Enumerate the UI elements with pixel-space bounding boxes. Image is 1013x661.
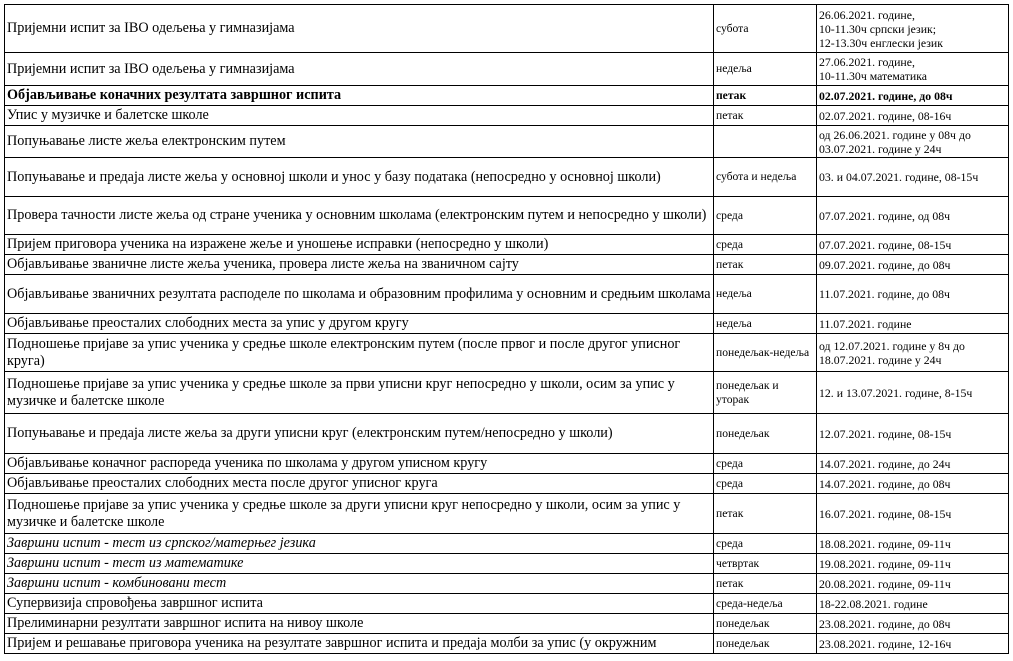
date-line: 18.07.2021. године у 24ч (819, 352, 942, 367)
date-cell: 18-22.08.2021. године (817, 594, 1009, 614)
date-line: 10-11.30ч математика (819, 69, 927, 83)
date-line: 10-11.30ч српски језик; (819, 21, 937, 36)
activity-cell: Попуњавање листе жеља електронским путем (5, 126, 714, 158)
table-row (5, 414, 1009, 454)
date-cell: 07.07.2021. године, 08-15ч (817, 235, 1009, 255)
activity-cell: Објављивање преосталих слободних места за упис у другом кругу (5, 314, 714, 334)
date-cell: 09.07.2021. године, до 08ч (817, 255, 1009, 275)
day-cell: четвртак (714, 554, 817, 574)
date-cell: 12. и 13.07.2021. године, 8-15ч (817, 372, 1009, 414)
activity-cell: Супервизија спровођења завршног испита (5, 594, 714, 614)
day-cell: петак (714, 86, 817, 106)
date-cell: 16.07.2021. године, 08-15ч (817, 494, 1009, 534)
activity-cell: Објављивање званичних резултата расподеле по школама и образовним профилима у основним и средњим школама (5, 275, 714, 314)
day-cell: недеља (714, 275, 817, 314)
day-cell: среда (714, 454, 817, 474)
activity-cell: Попуњавање и предаја листе жеља у основној школи и унос у базу података (непосредно у основној школи) (5, 158, 714, 197)
day-cell: петак (714, 106, 817, 126)
day-cell (714, 126, 817, 158)
activity-cell: Завршни испит - тест из математике (5, 554, 714, 574)
date-cell: 02.07.2021. године, до 08ч (817, 86, 1009, 106)
day-cell: петак (714, 494, 817, 534)
day-cell: субота (714, 5, 817, 53)
date-line: 27.06.2021. године, (819, 55, 915, 69)
table-row (5, 314, 1009, 334)
date-cell (817, 53, 1009, 86)
day-cell: понедељак (714, 414, 817, 454)
date-cell: 14.07.2021. године, до 24ч (817, 454, 1009, 474)
date-line: 12-13.30ч енглески језик (819, 35, 943, 50)
table-row (5, 158, 1009, 197)
table-row (5, 634, 1009, 654)
activity-cell: Подношење пријаве за упис ученика у средње школе за први уписни круг непосредно у школи, осим за упис у музичке и балетске школе (5, 372, 714, 414)
table-row (5, 554, 1009, 574)
activity-cell: Пријемни испит за IBO одељења у гимназијама (5, 5, 714, 53)
activity-cell: Завршни испит - комбиновани тест (5, 574, 714, 594)
date-cell (817, 334, 1009, 372)
date-cell: 18.08.2021. године, 09-11ч (817, 534, 1009, 554)
day-cell: среда (714, 235, 817, 255)
table-row (5, 255, 1009, 275)
day-cell: недеља (714, 53, 817, 86)
day-cell: понедељак (714, 634, 817, 654)
date-cell: 23.08.2021. године, до 08ч (817, 614, 1009, 634)
activity-cell: Подношење пријаве за упис ученика у средње школе за други уписни круг непосредно у школи, осим за упис у музичке и балетске школе (5, 494, 714, 534)
day-cell: среда (714, 474, 817, 494)
activity-cell: Објављивање коначног распореда ученика по школама у другом уписном кругу (5, 454, 714, 474)
date-cell: 19.08.2021. године, 09-11ч (817, 554, 1009, 574)
table-row (5, 614, 1009, 634)
day-cell: среда-недеља (714, 594, 817, 614)
day-cell: понедељак-недеља (714, 334, 817, 372)
activity-cell: Објављивање званичне листе жеља ученика, провера листе жеља на званичном сајту (5, 255, 714, 275)
activity-cell: Подношење пријаве за упис ученика у средње школе електронским путем (после првог и после другог уписног круга) (5, 334, 714, 372)
activity-cell: Пријем приговора ученика на изражене жеље и уношење исправки (непосредно у школи) (5, 235, 714, 255)
date-cell: 23.08.2021. године, 12-16ч (817, 634, 1009, 654)
table-row (5, 574, 1009, 594)
date-line: 03.07.2021. године у 24ч (819, 141, 942, 156)
date-cell: 03. и 04.07.2021. године, 08-15ч (817, 158, 1009, 197)
table-row (5, 197, 1009, 235)
table-row (5, 275, 1009, 314)
table-row (5, 5, 1009, 53)
table-row (5, 53, 1009, 86)
table-row (5, 474, 1009, 494)
date-cell (817, 5, 1009, 53)
table-row (5, 494, 1009, 534)
table-row (5, 126, 1009, 158)
date-cell: 11.07.2021. године (817, 314, 1009, 334)
table-row (5, 106, 1009, 126)
day-cell: петак (714, 574, 817, 594)
activity-cell: Завршни испит - тест из српског/матерњег језика (5, 534, 714, 554)
schedule-table (4, 4, 1009, 654)
activity-cell: Попуњавање и предаја листе жеља за други уписни круг (електронским путем/непосредно у школи) (5, 414, 714, 454)
day-cell: среда (714, 534, 817, 554)
table-row (5, 235, 1009, 255)
activity-cell: Објављивање коначних резултата завршног испита (5, 86, 714, 106)
table-row (5, 594, 1009, 614)
day-cell: среда (714, 197, 817, 235)
date-cell: 07.07.2021. године, од 08ч (817, 197, 1009, 235)
date-line: 26.06.2021. године, (819, 7, 915, 22)
table-row (5, 86, 1009, 106)
activity-cell: Провера тачности листе жеља од стране ученика у основним школама (електронским путем и непосредно у школи) (5, 197, 714, 235)
date-cell: 12.07.2021. године, 08-15ч (817, 414, 1009, 454)
date-cell (817, 126, 1009, 158)
table-row (5, 454, 1009, 474)
date-cell: 11.07.2021. године, до 08ч (817, 275, 1009, 314)
table-row (5, 534, 1009, 554)
day-cell: понедељак и уторак (714, 372, 817, 414)
date-cell: 02.07.2021. године, 08-16ч (817, 106, 1009, 126)
activity-cell: Пријемни испит за IBO одељења у гимназијама (5, 53, 714, 86)
day-cell: субота и недеља (714, 158, 817, 197)
table-row (5, 334, 1009, 372)
date-line: од 26.06.2021. године у 08ч до (819, 127, 971, 142)
activity-cell: Прелиминарни резултати завршног испита на нивоу школе (5, 614, 714, 634)
table-row (5, 372, 1009, 414)
day-cell: недеља (714, 314, 817, 334)
activity-cell: Упис у музичке и балетске школе (5, 106, 714, 126)
day-cell: петак (714, 255, 817, 275)
day-cell: понедељак (714, 614, 817, 634)
activity-cell: Објављивање преосталих слободних места после другог уписног круга (5, 474, 714, 494)
date-line: од 12.07.2021. године у 8ч до (819, 338, 965, 353)
activity-cell: Пријем и решавање приговора ученика на резултате завршног испита и предаја молби за упис (у окружним (5, 634, 714, 654)
date-cell: 14.07.2021. године, до 08ч (817, 474, 1009, 494)
date-cell: 20.08.2021. године, 09-11ч (817, 574, 1009, 594)
